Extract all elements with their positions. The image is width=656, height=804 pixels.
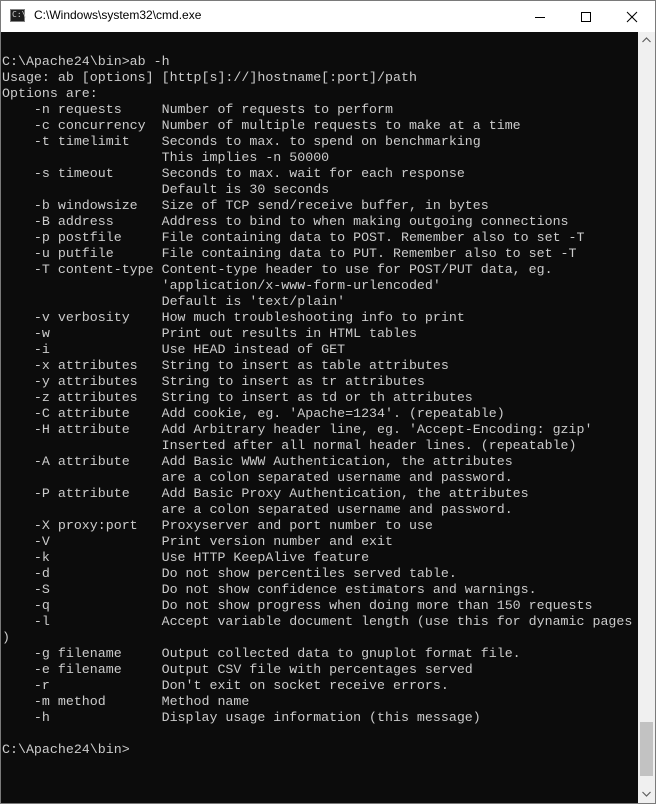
console-line: -r Don't exit on socket receive errors.	[2, 678, 449, 693]
cmd-icon[interactable]: C:\	[10, 9, 25, 22]
console-line: -X proxy:port Proxyserver and port number to use	[2, 518, 433, 533]
maximize-icon	[580, 11, 592, 23]
console-line: -B address Address to bind to when making outgoing connections	[2, 214, 569, 229]
console-line: are a colon separated username and password.	[2, 502, 513, 517]
console-line: -k Use HTTP KeepAlive feature	[2, 550, 370, 565]
console-line: Options are:	[2, 86, 98, 101]
chevron-down-icon	[642, 791, 651, 797]
console-line: -e filename Output CSV file with percentages served	[2, 662, 473, 677]
console-line: -i Use HEAD instead of GET	[2, 342, 346, 357]
console-line: -g filename Output collected data to gnuplot format file.	[2, 646, 521, 661]
console-line: -c concurrency Number of multiple requests to make at a time	[2, 118, 521, 133]
minimize-button[interactable]	[517, 1, 563, 32]
console-text	[1, 32, 638, 758]
minimize-icon	[534, 11, 546, 23]
console-line: -n requests Number of requests to perform	[2, 102, 393, 117]
console-line: -l Accept variable document length (use this for dynamic pages	[2, 614, 633, 629]
close-icon	[626, 11, 638, 23]
console-line: This implies -n 50000	[2, 150, 330, 165]
console-line: -V Print version number and exit	[2, 534, 393, 549]
console-line: -C attribute Add cookie, eg. 'Apache=1234'. (repeatable)	[2, 406, 505, 421]
vertical-scrollbar[interactable]	[638, 32, 655, 803]
console-line: -v verbosity How much troubleshooting info to print	[2, 310, 465, 325]
console-line: -z attributes String to insert as td or th attributes	[2, 390, 473, 405]
console-line: 'application/x-www-form-urlencoded'	[2, 278, 441, 293]
scroll-down-button[interactable]	[638, 786, 655, 803]
console-line: Default is 'text/plain'	[2, 294, 346, 309]
console-line: -m method Method name	[2, 694, 250, 709]
chevron-up-icon	[642, 37, 651, 43]
window-title: C:\Windows\system32\cmd.exe	[34, 8, 202, 22]
console-line: -y attributes String to insert as tr attributes	[2, 374, 425, 389]
console-line: Default is 30 seconds	[2, 182, 330, 197]
console-output[interactable]	[1, 32, 638, 803]
console-line: )	[2, 630, 10, 645]
scrollbar-thumb[interactable]	[640, 722, 653, 776]
console-line: C:\Apache24\bin>	[2, 742, 130, 757]
console-line: -h Display usage information (this message)	[2, 710, 481, 725]
console-line: Usage: ab [options] [http[s]://]hostname[:port]/path	[2, 70, 417, 85]
maximize-button[interactable]	[563, 1, 609, 32]
console-line: are a colon separated username and password.	[2, 470, 513, 485]
console-line: -w Print out results in HTML tables	[2, 326, 417, 341]
console-line: C:\Apache24\bin>ab -h	[2, 54, 170, 69]
console-line: -x attributes String to insert as table attributes	[2, 358, 449, 373]
console-line: -H attribute Add Arbitrary header line, eg. 'Accept-Encoding: gzip'	[2, 422, 593, 437]
console-line: -T content-type Content-type header to use for POST/PUT data, eg.	[2, 262, 553, 277]
console-line: -q Do not show progress when doing more than 150 requests	[2, 598, 593, 613]
scroll-up-button[interactable]	[638, 32, 655, 49]
close-button[interactable]	[609, 1, 655, 32]
console-line: Inserted after all normal header lines. (repeatable)	[2, 438, 577, 453]
console-line: -s timeout Seconds to max. wait for each response	[2, 166, 465, 181]
console-line: -b windowsize Size of TCP send/receive buffer, in bytes	[2, 198, 489, 213]
console-line: -t timelimit Seconds to max. to spend on benchmarking	[2, 134, 481, 149]
console-line: -P attribute Add Basic Proxy Authentication, the attributes	[2, 486, 529, 501]
console-line: -d Do not show percentiles served table.	[2, 566, 457, 581]
title-bar[interactable]	[1, 1, 655, 32]
console-line: -S Do not show confidence estimators and warnings.	[2, 582, 537, 597]
console-line: -p postfile File containing data to POST. Remember also to set -T	[2, 230, 585, 245]
console-line: -u putfile File containing data to PUT. Remember also to set -T	[2, 246, 577, 261]
console-line: -A attribute Add Basic WWW Authentication, the attributes	[2, 454, 513, 469]
